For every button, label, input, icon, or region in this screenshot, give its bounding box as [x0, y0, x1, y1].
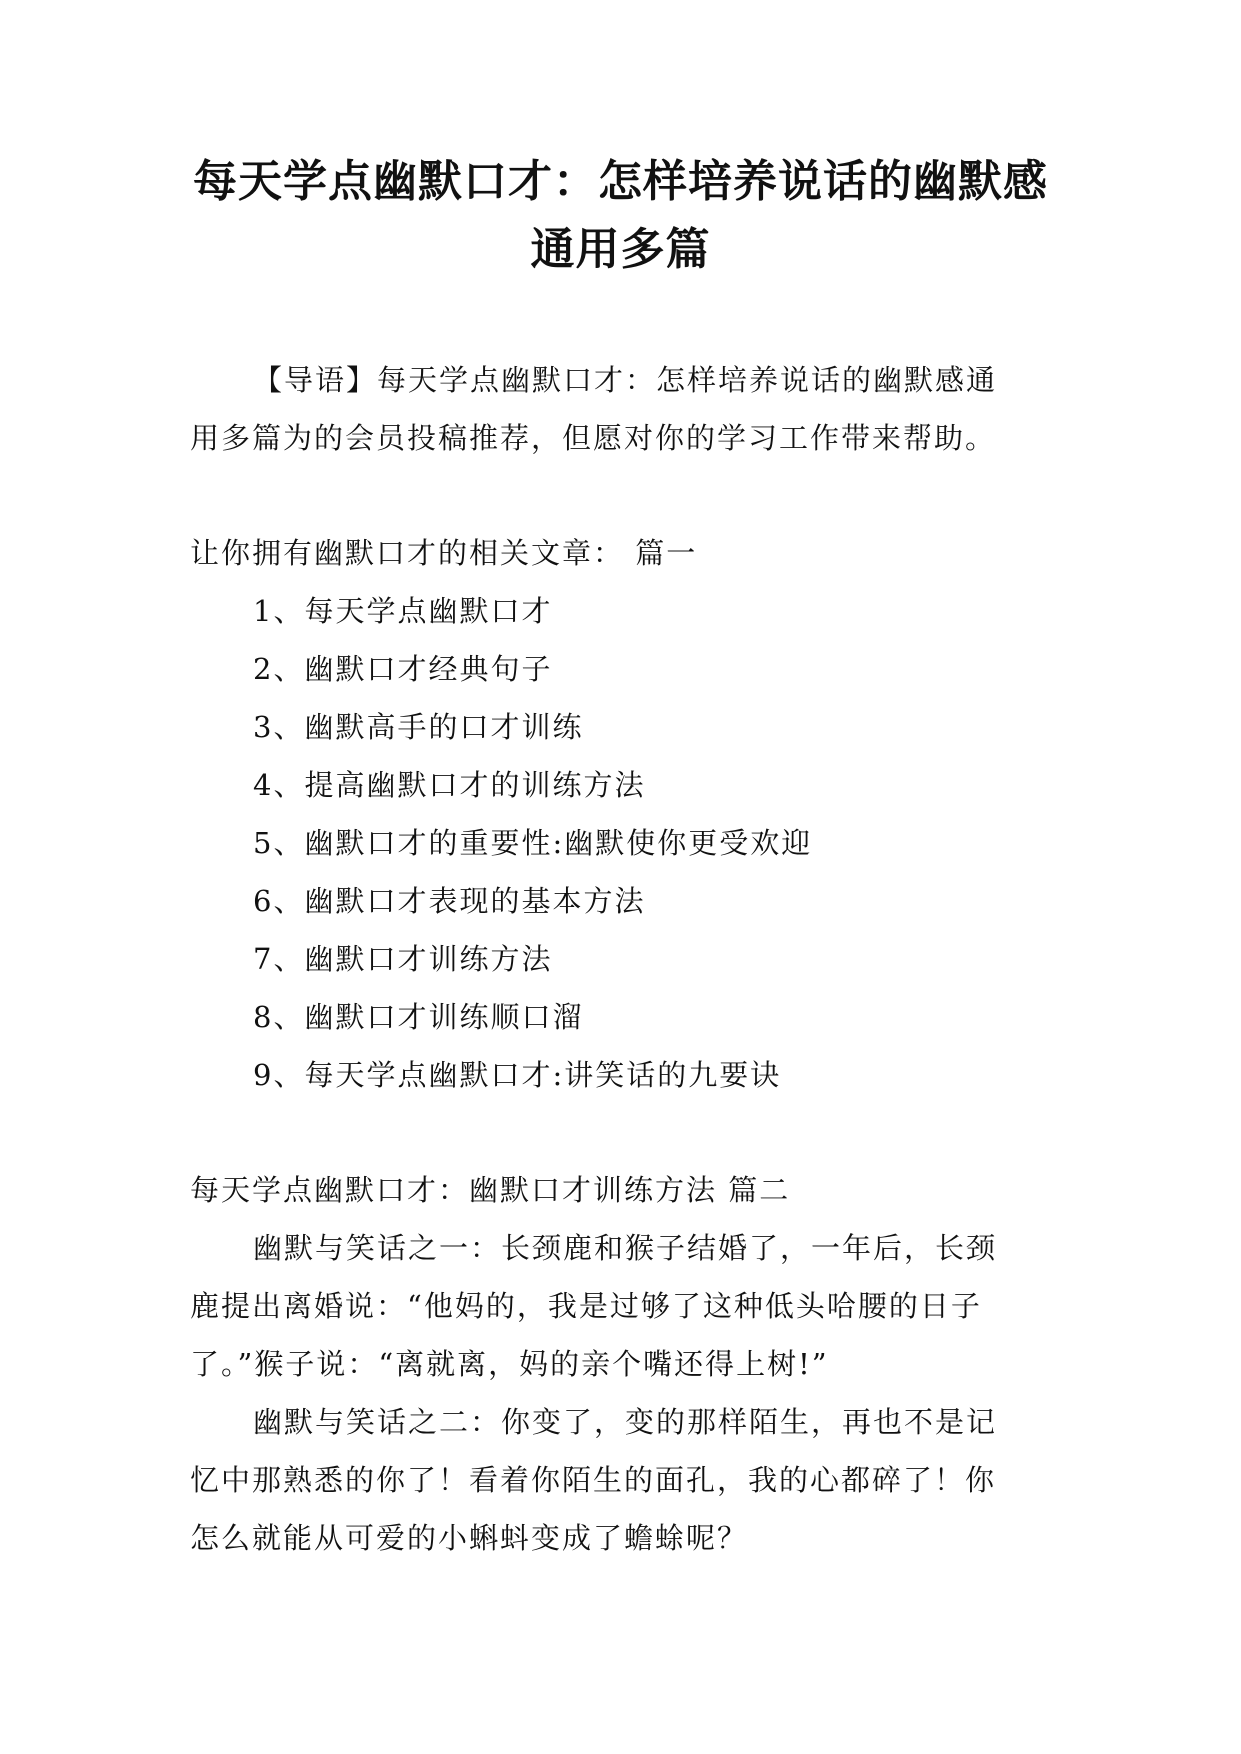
document-title-line-1: 每天学点幽默口才：怎样培养说话的幽默感 — [193, 156, 1048, 207]
section2-heading: 每天学点幽默口才：幽默口才训练方法 篇二 — [190, 1173, 791, 1207]
list-item: 3、幽默高手的口才训练 — [253, 710, 584, 744]
intro-line-2: 用多篇为的会员投稿推荐，但愿对你的学习工作带来帮助。 — [190, 421, 997, 455]
list-item: 5、幽默口才的重要性:幽默使你更受欢迎 — [253, 826, 813, 860]
intro-line-1: 【导语】每天学点幽默口才：怎样培养说话的幽默感通 — [253, 363, 998, 397]
list-item: 8、幽默口才训练顺口溜 — [253, 1000, 584, 1034]
paragraph-line: 幽默与笑话之一：长颈鹿和猴子结婚了，一年后，长颈 — [253, 1231, 998, 1265]
paragraph-line: 了。”猴子说：“离就离，妈的亲个嘴还得上树!” — [190, 1347, 829, 1381]
section1-heading: 让你拥有幽默口才的相关文章： 篇一 — [190, 536, 698, 570]
paragraph-line: 怎么就能从可爱的小蝌蚪变成了蟾蜍呢？ — [190, 1521, 749, 1555]
list-item: 6、幽默口才表现的基本方法 — [253, 884, 646, 918]
list-item: 9、每天学点幽默口才:讲笑话的九要诀 — [253, 1058, 782, 1092]
list-item: 2、幽默口才经典句子 — [253, 652, 553, 686]
document-title-line-2: 通用多篇 — [530, 224, 711, 275]
list-item: 7、幽默口才训练方法 — [253, 942, 553, 976]
paragraph-line: 鹿提出离婚说：“他妈的，我是过够了这种低头哈腰的日子 — [190, 1289, 982, 1323]
list-item: 4、提高幽默口才的训练方法 — [253, 768, 646, 802]
list-item: 1、每天学点幽默口才 — [253, 594, 553, 628]
paragraph-line: 忆中那熟悉的你了！看着你陌生的面孔，我的心都碎了！你 — [190, 1463, 997, 1497]
paragraph-line: 幽默与笑话之二：你变了，变的那样陌生，再也不是记 — [253, 1405, 998, 1439]
